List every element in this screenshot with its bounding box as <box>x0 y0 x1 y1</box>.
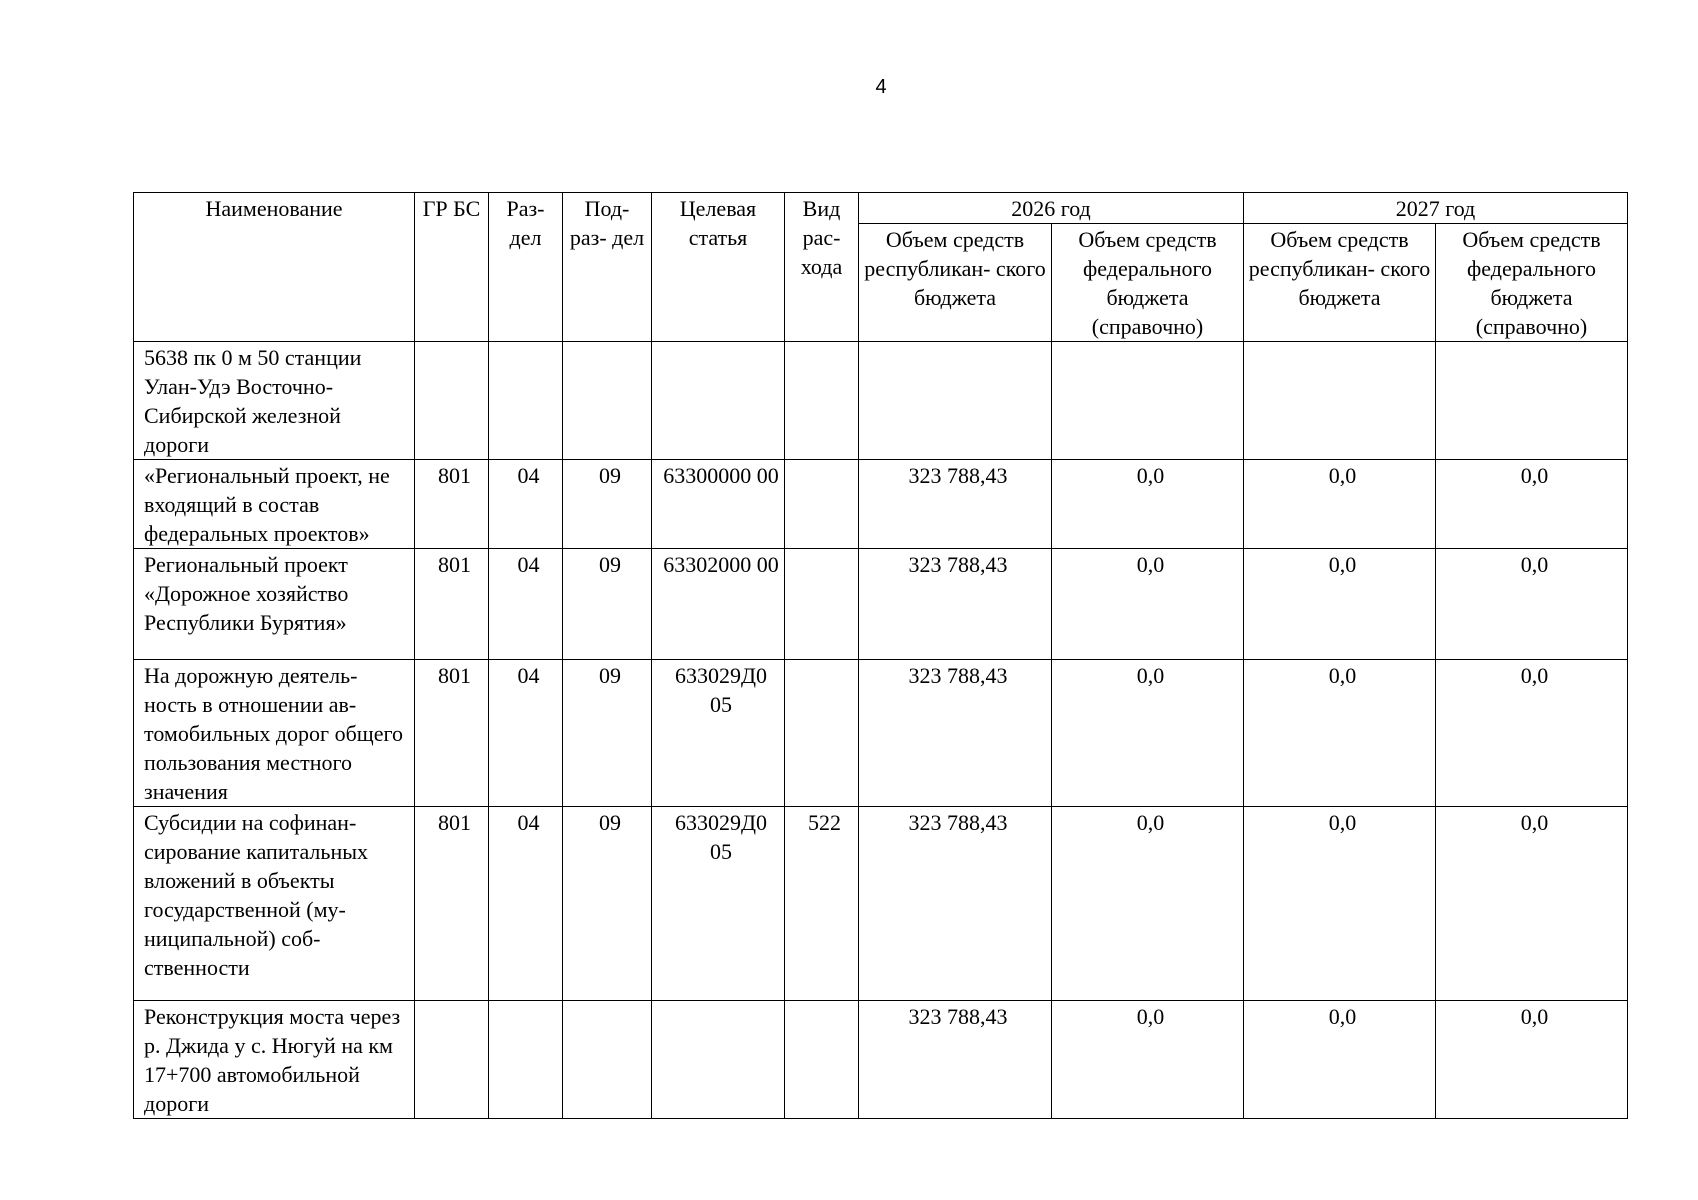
header-fed-2027: Объем средств федерального бюджета (справочно) <box>1436 224 1628 342</box>
header-fed-2026: Объем средств федерального бюджета (справочно) <box>1052 224 1244 342</box>
cell-podrazdel: 09 <box>563 460 652 549</box>
cell-fed-2027: 0,0 <box>1436 460 1628 549</box>
cell-podrazdel: 09 <box>563 549 652 660</box>
cell-target <box>652 1001 785 1119</box>
cell-podrazdel: 09 <box>563 807 652 1001</box>
header-name: Наименование <box>134 193 415 342</box>
cell-fed-2027: 0,0 <box>1436 549 1628 660</box>
cell-fed-2026: 0,0 <box>1052 460 1244 549</box>
header-vid: Вид рас- хода <box>785 193 859 342</box>
cell-razdel <box>489 1001 563 1119</box>
cell-name: На дорожную деятель- ность в отношении ав- томобильных дорог общего пользования местного значения <box>134 660 415 807</box>
cell-fed-2027: 0,0 <box>1436 660 1628 807</box>
cell-name: Субсидии на софинан- сирование капитальных вложений в объекты государственной (му- ниципальной) соб- ственности <box>134 807 415 1001</box>
cell-name: Реконструкция моста через р. Джида у с. Нюгуй на км 17+700 автомобильной дороги <box>134 1001 415 1119</box>
cell-name: 5638 пк 0 м 50 станции Улан-Удэ Восточно-Сибирской железной дороги <box>134 342 415 460</box>
header-year-2026: 2026 год <box>859 193 1244 224</box>
cell-rep-2027 <box>1244 342 1436 460</box>
cell-grbs <box>415 342 489 460</box>
cell-razdel: 04 <box>489 807 563 1001</box>
cell-rep-2027: 0,0 <box>1244 549 1436 660</box>
cell-vid <box>785 1001 859 1119</box>
cell-razdel <box>489 342 563 460</box>
cell-podrazdel <box>563 342 652 460</box>
page-number: 4 <box>875 76 887 98</box>
table-row <box>134 549 1628 660</box>
cell-vid <box>785 342 859 460</box>
table-row <box>134 1001 1628 1119</box>
cell-fed-2026: 0,0 <box>1052 807 1244 1001</box>
header-grbs: ГР БС <box>415 193 489 342</box>
cell-fed-2027 <box>1436 342 1628 460</box>
cell-fed-2026 <box>1052 342 1244 460</box>
budget-table <box>133 192 1628 1119</box>
cell-name: Региональный проект «Дорожное хозяйство Республики Бурятия» <box>134 549 415 660</box>
table-row <box>134 342 1628 460</box>
cell-razdel: 04 <box>489 660 563 807</box>
cell-rep-2026 <box>859 342 1052 460</box>
cell-grbs: 801 <box>415 807 489 1001</box>
cell-razdel: 04 <box>489 549 563 660</box>
cell-rep-2026: 323 788,43 <box>859 1001 1052 1119</box>
cell-target: 633029Д0 05 <box>652 660 785 807</box>
table-row <box>134 460 1628 549</box>
cell-fed-2026: 0,0 <box>1052 1001 1244 1119</box>
cell-grbs <box>415 1001 489 1119</box>
cell-grbs: 801 <box>415 460 489 549</box>
cell-rep-2026: 323 788,43 <box>859 660 1052 807</box>
cell-vid: 522 <box>785 807 859 1001</box>
cell-razdel: 04 <box>489 460 563 549</box>
cell-vid <box>785 549 859 660</box>
table-row <box>134 660 1628 807</box>
cell-vid <box>785 660 859 807</box>
table-body <box>134 342 1628 1119</box>
header-podrazdel: Под- раз- дел <box>563 193 652 342</box>
table-row <box>134 807 1628 1001</box>
table-header <box>134 193 1628 342</box>
cell-rep-2026: 323 788,43 <box>859 549 1052 660</box>
header-razdel: Раз- дел <box>489 193 563 342</box>
cell-target: 633029Д0 05 <box>652 807 785 1001</box>
cell-podrazdel <box>563 1001 652 1119</box>
header-target: Целевая статья <box>652 193 785 342</box>
header-rep-2026: Объем средств республикан- ского бюджета <box>859 224 1052 342</box>
cell-fed-2026: 0,0 <box>1052 549 1244 660</box>
cell-grbs: 801 <box>415 660 489 807</box>
cell-rep-2027: 0,0 <box>1244 1001 1436 1119</box>
cell-name: «Региональный проект, не входящий в состав федеральных проектов» <box>134 460 415 549</box>
cell-grbs: 801 <box>415 549 489 660</box>
cell-podrazdel: 09 <box>563 660 652 807</box>
header-year-2027: 2027 год <box>1244 193 1628 224</box>
cell-vid <box>785 460 859 549</box>
cell-rep-2027: 0,0 <box>1244 807 1436 1001</box>
cell-target: 63302000 00 <box>652 549 785 660</box>
cell-rep-2026: 323 788,43 <box>859 460 1052 549</box>
header-rep-2027: Объем средств республикан- ского бюджета <box>1244 224 1436 342</box>
cell-fed-2027: 0,0 <box>1436 1001 1628 1119</box>
cell-rep-2026: 323 788,43 <box>859 807 1052 1001</box>
cell-target <box>652 342 785 460</box>
cell-target: 63300000 00 <box>652 460 785 549</box>
cell-rep-2027: 0,0 <box>1244 660 1436 807</box>
cell-fed-2027: 0,0 <box>1436 807 1628 1001</box>
cell-rep-2027: 0,0 <box>1244 460 1436 549</box>
cell-fed-2026: 0,0 <box>1052 660 1244 807</box>
